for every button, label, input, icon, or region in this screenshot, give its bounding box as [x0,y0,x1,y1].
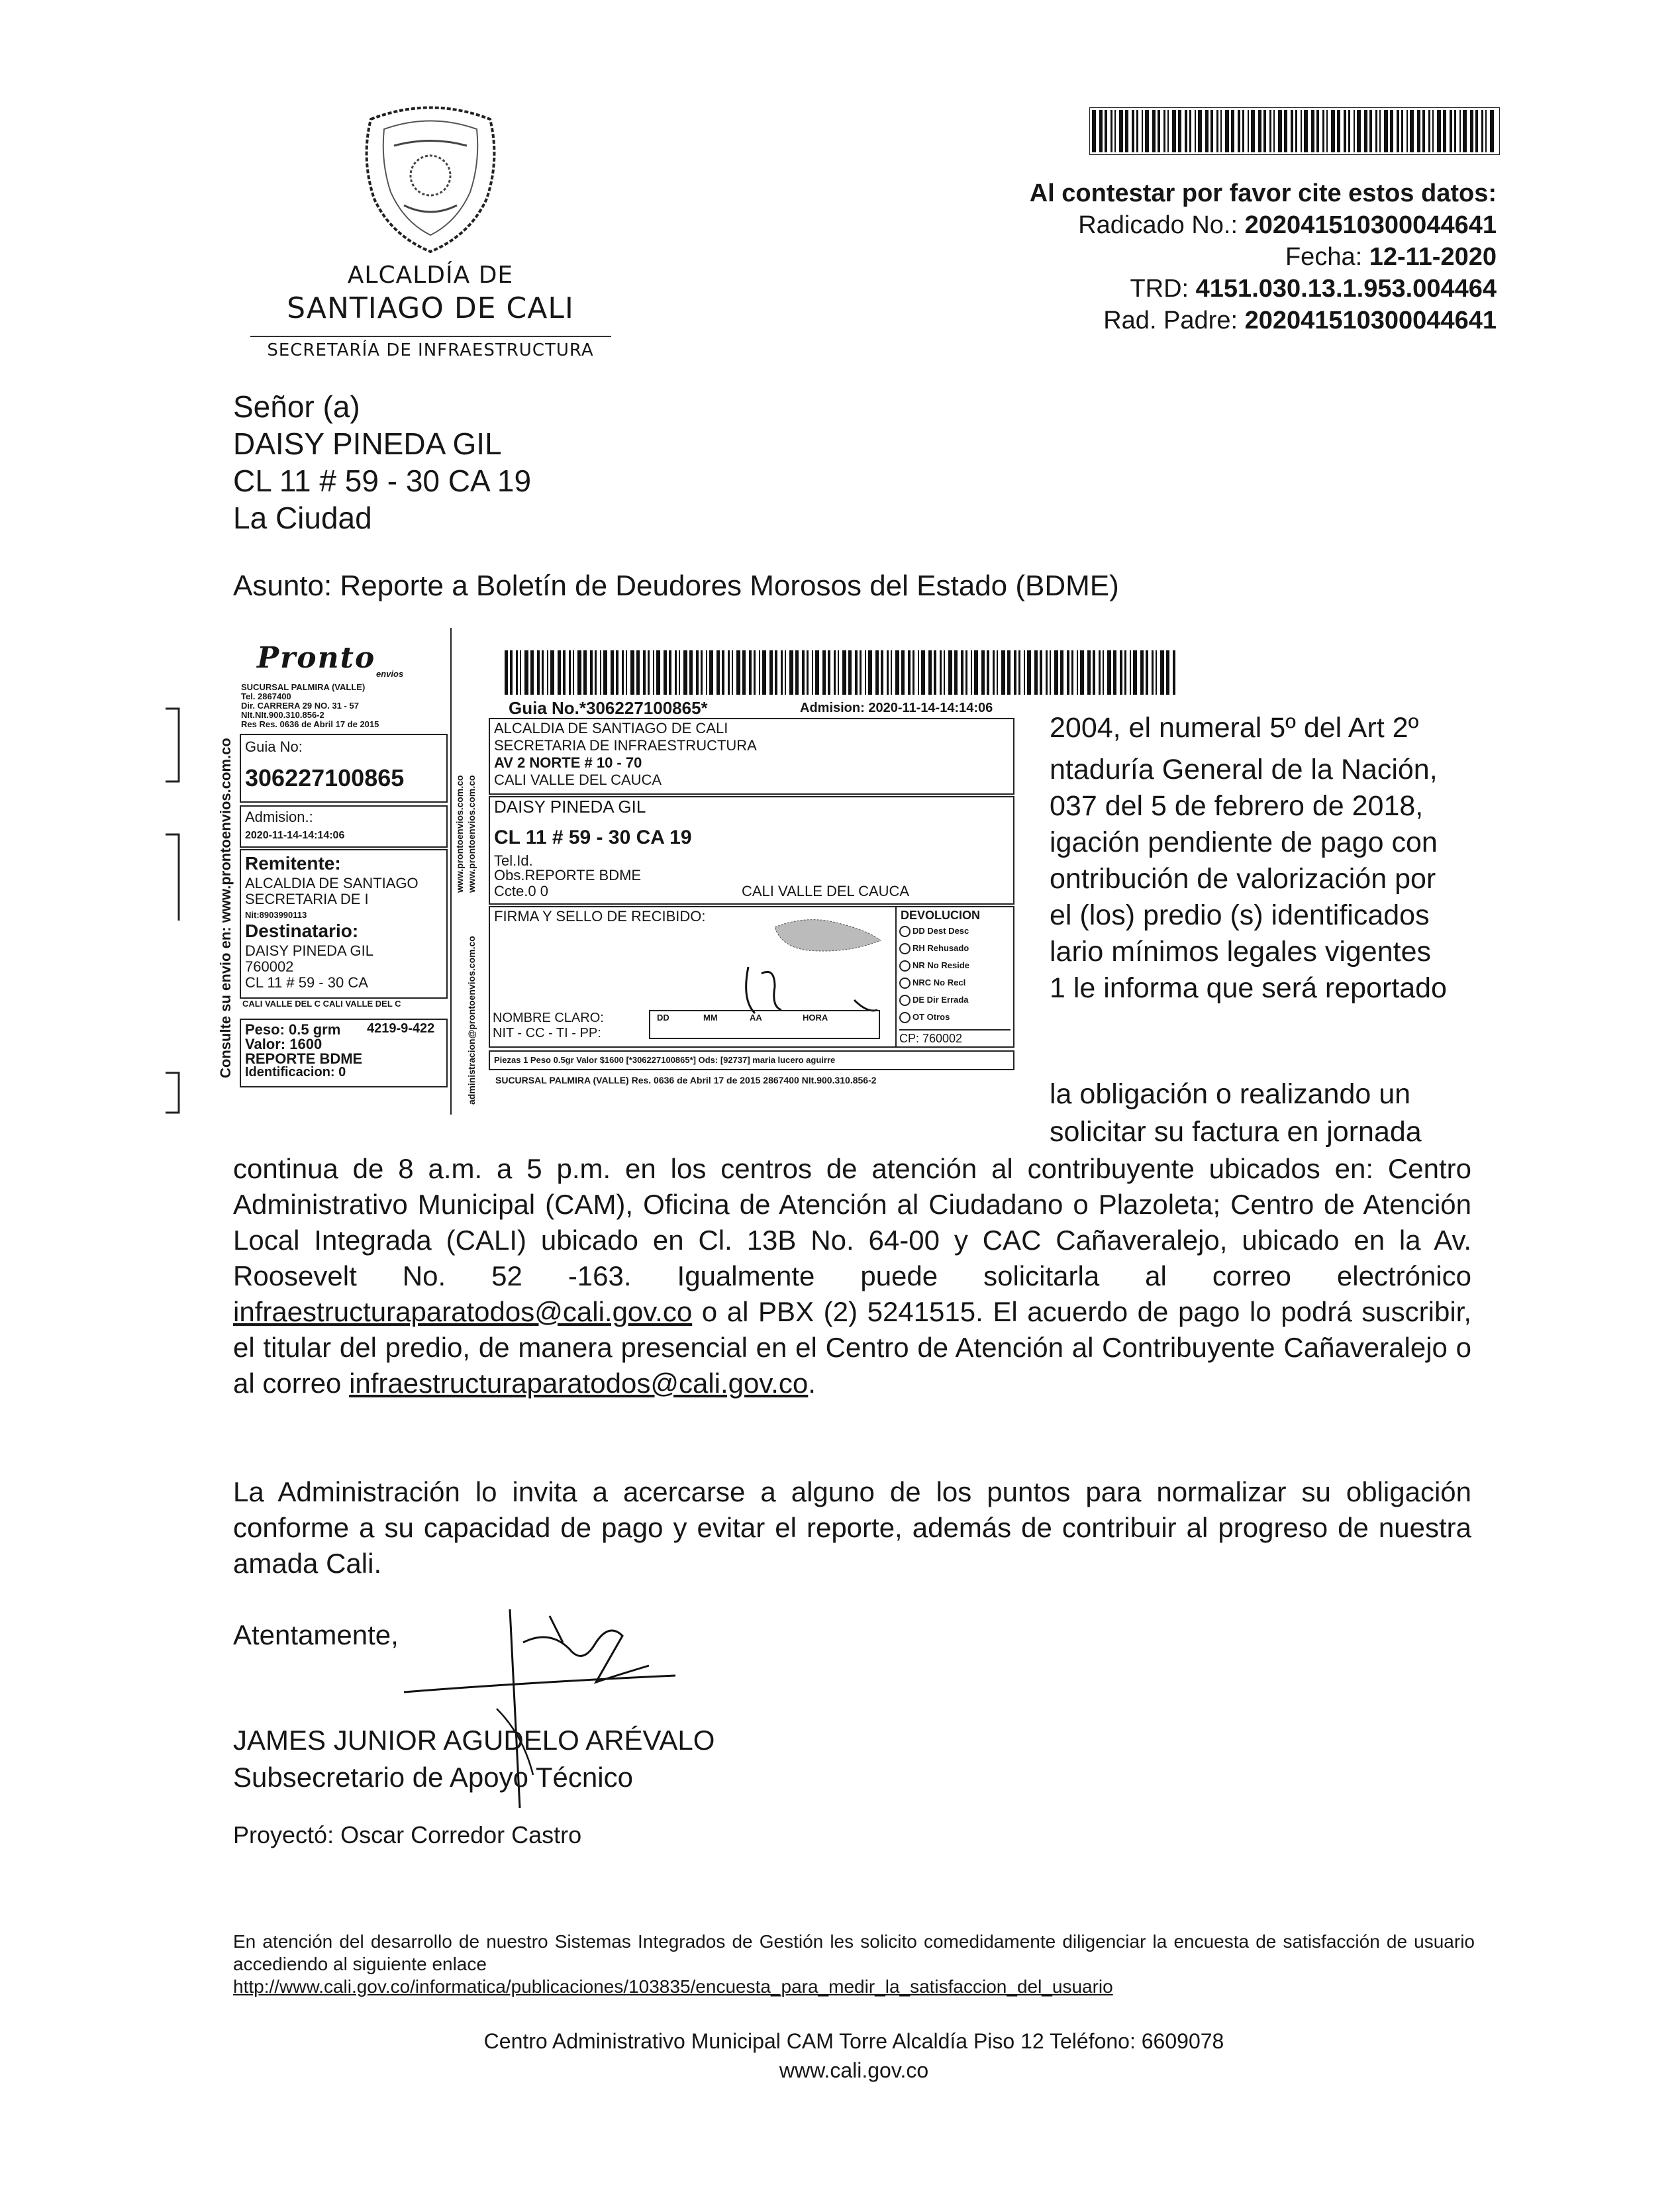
radio-circle-icon [899,960,911,972]
stub-recipient-label: Destinatario: [245,921,359,941]
radio-circle-icon [899,978,911,989]
return-option[interactable]: RH Rehusado [899,943,969,954]
radicado-number: Radicado No.: 202041510300044641 [1078,211,1497,239]
label-bottom-line: SUCURSAL PALMIRA (VALLE) Res. 0636 de Abril 17 de 2015 2867400 NIt.900.310.856-2 [495,1075,877,1085]
closing-phrase: Atentamente, [233,1619,399,1650]
stub-weight-box [240,1019,448,1087]
label-sender-line2: SECRETARIA DE INFRAESTRUCTURA [494,737,757,754]
radicado-block [861,177,1497,336]
label-sender-line4: CALI VALLE DEL CAUCA [494,772,662,788]
return-option[interactable]: NRC No Recl [899,978,965,989]
body-line-fragment: lario mínimos legales vigentes [1050,936,1431,968]
barcode-icon [1089,107,1500,155]
label-side-text: administracion@prontoenvios.com.co [466,936,477,1105]
label-admision: Admision: 2020-11-14-14:14:06 [800,701,993,715]
survey-note [233,1931,1475,1998]
stub-nit: NIt.NIt.900.310.856-2 [241,710,324,720]
radio-circle-icon [899,943,911,954]
stub-tel: Tel. 2867400 [241,691,291,701]
recipient-address: CL 11 # 59 - 30 CA 19 [233,464,532,498]
label-barcode-icon [502,648,1177,697]
label-guia: Guia No.*306227100865* [509,698,708,718]
org-name-line1: ALCALDÍA DE [347,262,514,289]
recipient-salutation: Señor (a) [233,389,360,424]
return-options [895,907,1013,1046]
stub-dir: Dir. CARRERA 29 NO. 31 - 57 [241,701,359,711]
label-recipient-ccte: Ccte.0 0 [494,883,548,899]
scan-margin-marks [159,702,185,1126]
radio-circle-icon [899,995,911,1006]
stub-recipient-address: CL 11 # 59 - 30 CA [245,974,368,991]
subject-line: Asunto: Reporte a Boletín de Deudores Morosos del Estado (BDME) [233,570,1119,602]
body-line-fragment: 2004, el numeral 5º del Art 2º [1050,712,1419,744]
label-sender-box [489,718,1014,795]
stub-admision-value: 2020-11-14-14:14:06 [245,830,345,841]
stub-recipient-city: CALI VALLE DEL C CALI VALLE DEL C [242,999,401,1009]
page-footer [233,2027,1475,2085]
label-side-text: www.prontoenvios.com.co [466,775,477,893]
radicado-date: Fecha: 12-11-2020 [1285,243,1497,271]
stub-res: Res Res. 0636 de Abril 17 de 2015 [241,719,379,729]
email-link[interactable]: infraestructuraparatodos@cali.gov.co [233,1296,693,1327]
signer-role: Subsecretario de Apoyo Técnico [233,1762,633,1793]
stub-guia-label: Guia No: [245,738,303,755]
radicado-parent: Rad. Padre: 202041510300044641 [1103,307,1497,334]
return-heading: DEVOLUCION [901,909,981,922]
stub-sender-nit: Nit:8903990113 [245,910,307,920]
receipt-stamp [768,914,887,960]
label-pieces: Piezas 1 Peso 0.5gr Valor $1600 [*306227100865*] Ods: [92737] maria lucero aguirre [494,1055,836,1065]
label-signature-field: FIRMA Y SELLO DE RECIBIDO: [494,908,706,925]
radio-circle-icon [899,926,911,937]
stub-sender-line2: SECRETARIA DE I [245,891,369,907]
return-option[interactable]: DE Dir Errada [899,995,969,1006]
survey-link[interactable]: http://www.cali.gov.co/informatica/publicaciones/103835/encuesta_para_medir_la_satisfaccion_del_usuario [233,1976,1113,1997]
stub-branch: SUCURSAL PALMIRA (VALLE) [241,682,366,692]
org-department: SECRETARÍA DE INFRAESTRUCTURA [267,340,594,360]
label-recipient-address: CL 11 # 59 - 30 CA 19 [494,827,692,848]
recipient-city: La Ciudad [233,501,372,535]
label-recipient-city: CALI VALLE DEL CAUCA [742,883,910,899]
city-coat-of-arms-icon [344,99,517,258]
courier-logo-sub: envios [376,669,404,679]
body-line-fragment: solicitar su factura en jornada [1050,1116,1422,1148]
label-receipt-stub [217,628,452,1115]
body-line-fragment: ntaduría General de la Nación, [1050,754,1438,785]
stub-recipient-name: DAISY PINEDA GIL [245,942,374,959]
label-side-text: www.prontoenvios.com.co [454,775,465,893]
label-sender-line1: ALCALDIA DE SANTIAGO DE CALI [494,720,728,736]
letterhead-divider [250,336,611,337]
label-recipient-box [489,796,1014,905]
body-line-fragment: el (los) predio (s) identificados [1050,899,1430,931]
label-receipt-box [489,906,1014,1048]
label-pieces-box [489,1050,1014,1070]
label-sender-line3: AV 2 NORTE # 10 - 70 [494,754,642,771]
stub-weight-code: 4219-9-422 [367,1021,435,1036]
stub-identification: Identificacion: 0 [245,1065,346,1080]
body-line-fragment: 037 del 5 de febrero de 2018, [1050,790,1424,822]
body-line-fragment: 1 le informa que será reportado [1050,972,1447,1004]
recipient-name: DAISY PINEDA GIL [233,427,502,461]
org-name-line2: SANTIAGO DE CALI [287,291,574,325]
body-paragraph-attention-centers: continua de 8 a.m. a 5 p.m. en los centros de atención al contribuyente ubicados en: Centro Administrativo Municipal (CAM), Oficina de Atención al Ciudadano o Plazoleta; Centro de Atención Local Integrada (CALI) ubicado en Cl. 13B No. 64-00 y CAC Cañaveralejo, ubicado en la Av. Roosevelt No. 52 -163. Igualmente puede solicitarla al correo electrónico infraestructuraparatodos@cali.gov.co o al PBX (2) 5241515. El acuerdo de pago lo podrá suscribir, el titular del predio, de manera presencial en el Centro de Atención al Contribuyente Cañaveralejo o al correo infraestructuraparatodos@cali.gov.co. [233,1153,1471,1399]
stub-admision-label: Admision.: [245,809,313,825]
prepared-by: Proyectó: Oscar Corredor Castro [233,1821,582,1848]
stub-recipient-code: 760002 [245,958,294,975]
courier-logo: Pronto [257,641,376,675]
stub-parties-box [240,849,448,999]
stub-side-text: Consulte su envio en: www.prontoenvios.com.co [217,738,234,1078]
recipient-block [233,388,531,536]
stub-sender-line1: ALCALDIA DE SANTIAGO [245,875,419,891]
stub-sender-label: Remitente: [245,853,341,874]
label-clear-name-field: NOMBRE CLARO: [493,1011,604,1025]
stub-weight: Peso: 0.5 grm [245,1021,341,1038]
footer-address: Centro Administrativo Municipal CAM Torre Alcaldía Piso 12 Teléfono: 6609078 [483,2029,1224,2053]
courier-shipping-label [217,628,1045,1115]
radicado-header: Al contestar por favor cite estos datos: [1029,179,1497,207]
survey-note-text: En atención del desarrollo de nuestro Sistemas Integrados de Gestión les solicito comedidamente diligenciar la encuesta de satisfacción de usuario accediendo al siguiente enlace [233,1931,1475,1974]
body-paragraph-invitation: La Administración lo invita a acercarse a alguno de los puntos para normalizar su obligación conforme a su capacidad de pago y evitar el reporte, además de contribuir al progreso de nuestra amada Cali. [233,1476,1471,1579]
signer-name: JAMES JUNIOR AGUDELO ARÉVALO [233,1725,715,1756]
label-recipient-obs: Obs.REPORTE BDME [494,867,642,883]
postal-code: CP: 760002 [899,1029,1011,1046]
footer-website: www.cali.gov.co [779,2058,929,2082]
email-link[interactable]: infraestructuraparatodos@cali.gov.co [349,1368,809,1399]
return-option[interactable]: DD Dest Desc [899,926,969,937]
body-line-fragment: ontribución de valorización por [1050,863,1436,895]
radicado-trd: TRD: 4151.030.13.1.953.004464 [1130,275,1497,303]
stub-admision-box [240,805,448,848]
label-recipient-name: DAISY PINEDA GIL [494,797,646,817]
body-line-fragment: la obligación o realizando un [1050,1078,1411,1110]
stub-guia-number: 306227100865 [245,764,405,791]
return-option[interactable]: OT Otros [899,1012,950,1023]
label-recipient-tel: Tel.Id. [494,852,533,869]
label-date-box: DD MM AA HORA [649,1010,880,1039]
stub-guia-box [240,734,448,803]
body-line-fragment: igación pendiente de pago con [1050,827,1438,858]
radio-circle-icon [899,1012,911,1023]
stub-observation: REPORTE BDME [245,1050,363,1067]
label-id-field: NIT - CC - TI - PP: [493,1026,601,1040]
stub-value: Valor: 1600 [245,1036,322,1052]
return-option[interactable]: NR No Reside [899,960,969,972]
